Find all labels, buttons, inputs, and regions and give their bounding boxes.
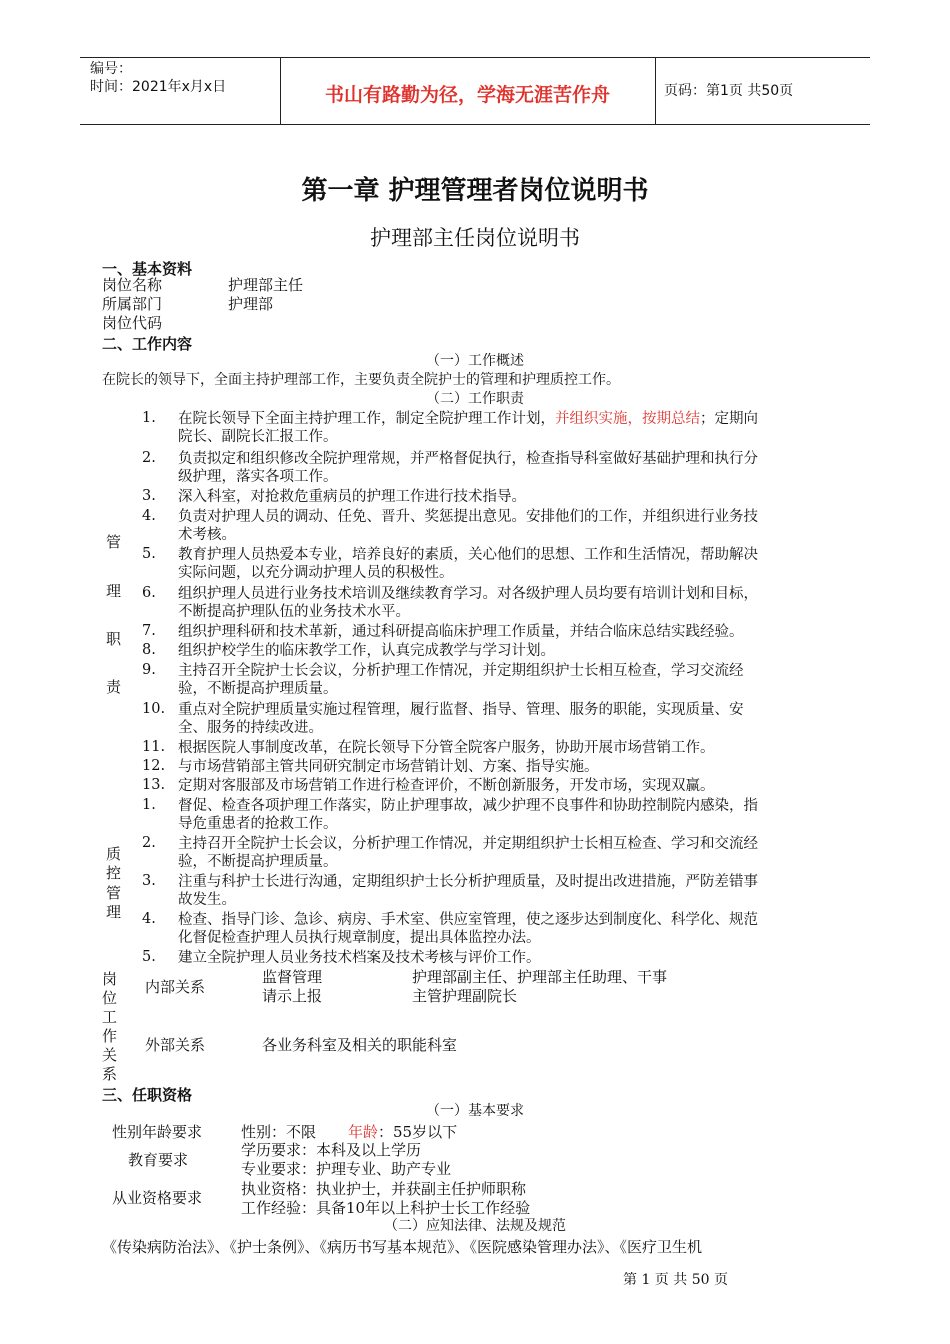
mgmt-label-char-3: 职 <box>106 630 122 648</box>
section1-heading: 一、基本资料 <box>102 260 193 278</box>
mgmt-item-10-num: 10. <box>142 701 166 717</box>
qc-item-5-num: 5. <box>142 949 156 965</box>
rel-label-char-5: 关 <box>102 1046 118 1064</box>
qc-item-3-num: 3. <box>142 873 156 889</box>
age-requirement: 年龄：55岁以下 <box>348 1123 458 1141</box>
mgmt-item-9-num: 9. <box>142 662 156 678</box>
mgmt-item-11-num: 11. <box>142 739 166 755</box>
mgmt-label-char-1: 管 <box>106 533 122 551</box>
internal-type-1: 监督管理 <box>262 968 323 986</box>
rel-label-char-2: 位 <box>102 989 118 1007</box>
laws-title: （二）应知法律、法规及规范 <box>384 1218 566 1234</box>
mgmt-item-1: 在院长领导下全面主持护理工作，制定全院护理工作计划，并组织实施，按期总结；定期向 院长、副院长汇报工作。 <box>178 411 758 445</box>
basic-value-2: 护理部 <box>228 295 274 313</box>
qc-item-3: 注重与科护士长进行沟通，定期组织护士长分析护理质量，及时提出改进措施，严防差错事 故发生。 <box>178 874 758 908</box>
mgmt-item-12: 与市场营销部主管共同研究制定市场营销计划、方案、指导实施。 <box>178 759 599 775</box>
mgmt-item-1-num: 1. <box>142 410 156 426</box>
mgmt-item-4-num: 4. <box>142 508 156 524</box>
mgmt-item-2-num: 2. <box>142 450 156 466</box>
rel-label-char-6: 系 <box>102 1065 118 1083</box>
basic-requirements-title: （一）基本要求 <box>426 1103 524 1119</box>
header-time-label: 时间：2021年x月x日 <box>90 79 227 95</box>
mgmt-item-12-num: 12. <box>142 758 166 774</box>
qc-label-char-1: 质 <box>106 845 122 863</box>
header-motto: 书山有路勤为径，学海无涯苦作舟 <box>324 84 610 106</box>
education-line-1: 学历要求：本科及以上学历 <box>241 1141 422 1159</box>
mgmt-item-11: 根据医院人事制度改革，在院长领导下分管全院客户服务，协助开展市场营销工作。 <box>178 740 715 756</box>
rel-label-char-3: 工 <box>102 1008 118 1026</box>
qualification-line-1: 执业资格：执业护士，并获副主任护师职称 <box>241 1180 527 1198</box>
gender-value: 性别：不限 <box>241 1123 317 1141</box>
mgmt-item-7: 组织护理科研和技术革新，通过科研提高临床护理工作质量，并结合临床总结实践经验。 <box>178 624 744 640</box>
header-top-border <box>80 57 870 58</box>
internal-type-2: 请示上报 <box>262 987 323 1005</box>
mgmt-item-5-num: 5. <box>142 546 156 562</box>
header-divider-2 <box>655 57 656 125</box>
mgmt-item-13: 定期对客服部及市场营销工作进行检查评价，不断创新服务，开发市场，实现双赢。 <box>178 778 715 794</box>
overview-text: 在院长的领导下，全面主持护理部工作，主要负责全院护士的管理和护理质控工作。 <box>102 372 620 388</box>
qualification-line-2: 工作经验：具备10年以上科护士长工作经验 <box>241 1199 531 1217</box>
mgmt-label-char-4: 责 <box>106 678 122 696</box>
mgmt-item-6: 组织护理人员进行业务技术培训及继续教育学习。对各级护理人员均要有培训计划和目标， 不断提高护理队伍的业务技术水平。 <box>178 586 758 620</box>
mgmt-item-4: 负责对护理人员的调动、任免、晋升、奖惩提出意见。安排他们的工作，并组织进行业务技 术考核。 <box>178 509 758 543</box>
rel-label-char-4: 作 <box>102 1027 118 1045</box>
education-label: 教育要求 <box>128 1151 189 1169</box>
gender-age-label: 性别年龄要求 <box>112 1123 203 1141</box>
mgmt-item-8: 组织护校学生的临床教学工作，认真完成教学与学习计划。 <box>178 643 555 659</box>
qc-label-char-3: 管 <box>106 884 122 902</box>
overview-title: （一）工作概述 <box>426 353 524 369</box>
duties-title: （二）工作职责 <box>426 391 524 407</box>
basic-value-1: 护理部主任 <box>228 276 304 294</box>
page-subtitle: 护理部主任岗位说明书 <box>370 226 580 250</box>
laws-text: 《传染病防治法》、《护士条例》、《病历书写基本规范》、《医院感染管理办法》、《医疗卫生机 <box>102 1238 703 1256</box>
internal-who-2: 主管护理副院长 <box>412 987 518 1005</box>
mgmt-label-char-2: 理 <box>106 582 122 600</box>
qc-item-1: 督促、检查各项护理工作落实，防止护理事故，减少护理不良事件和协助控制院内感染，指 导危重患者的抢救工作。 <box>178 798 758 832</box>
qc-item-1-num: 1. <box>142 797 156 813</box>
basic-label-3: 岗位代码 <box>102 314 163 332</box>
basic-label-1: 岗位名称 <box>102 276 163 294</box>
page-footer: 第 1 页 共 50 页 <box>623 1272 728 1288</box>
qc-label-char-2: 控 <box>106 864 122 882</box>
qualification-label: 从业资格要求 <box>112 1189 203 1207</box>
basic-label-2: 所属部门 <box>102 295 163 313</box>
qc-item-5: 建立全院护理人员业务技术档案及技术考核与评价工作。 <box>178 950 541 966</box>
rel-label-char-1: 岗 <box>102 970 118 988</box>
page-title: 第一章 护理管理者岗位说明书 <box>301 176 649 206</box>
qc-item-2: 主持召开全院护士长会议，分析护理工作情况，并定期组织护士长相互检查、学习和交流经 验，不断提高护理质量。 <box>178 836 758 870</box>
mgmt-item-13-num: 13. <box>142 777 166 793</box>
education-line-2: 专业要求：护理专业、助产专业 <box>241 1160 452 1178</box>
mgmt-item-9: 主持召开全院护士长会议，分析护理工作情况，并定期组织护士长相互检查，学习交流经 验，不断提高护理质量。 <box>178 663 744 697</box>
header-page-info: 页码：第1页 共50页 <box>664 83 794 99</box>
qc-item-2-num: 2. <box>142 835 156 851</box>
mgmt-item-3: 深入科室，对抢救危重病员的护理工作进行技术指导。 <box>178 489 526 505</box>
internal-relations-label: 内部关系 <box>145 978 206 996</box>
mgmt-item-8-num: 8. <box>142 642 156 658</box>
mgmt-item-2: 负责拟定和组织修改全院护理常规，并严格督促执行，检查指导科室做好基础护理和执行分 级护理，落实各项工作。 <box>178 451 758 485</box>
external-relations-label: 外部关系 <box>145 1036 206 1054</box>
internal-who-1: 护理部副主任、护理部主任助理、干事 <box>412 968 668 986</box>
mgmt-item-6-num: 6. <box>142 585 156 601</box>
header-code-label: 编号： <box>90 61 132 77</box>
mgmt-item-5: 教育护理人员热爱本专业，培养良好的素质，关心他们的思想、工作和生活情况，帮助解决 实际问题，以充分调动护理人员的积极性。 <box>178 547 758 581</box>
header-bottom-border <box>80 124 870 125</box>
external-relations-value: 各业务科室及相关的职能科室 <box>262 1036 458 1054</box>
qc-item-4: 检查、指导门诊、急诊、病房、手术室、供应室管理，使之逐步达到制度化、科学化、规范 化督促检查护理人员执行规章制度，提出具体监控办法。 <box>178 912 758 946</box>
mgmt-item-10: 重点对全院护理质量实施过程管理，履行监督、指导、管理、服务的职能，实现质量、安 全、服务的持续改进。 <box>178 702 744 736</box>
qc-label-char-4: 理 <box>106 903 122 921</box>
mgmt-item-3-num: 3. <box>142 488 156 504</box>
section2-heading: 二、工作内容 <box>102 335 193 353</box>
mgmt-item-7-num: 7. <box>142 623 156 639</box>
section3-heading: 三、任职资格 <box>102 1086 193 1104</box>
qc-item-4-num: 4. <box>142 911 156 927</box>
